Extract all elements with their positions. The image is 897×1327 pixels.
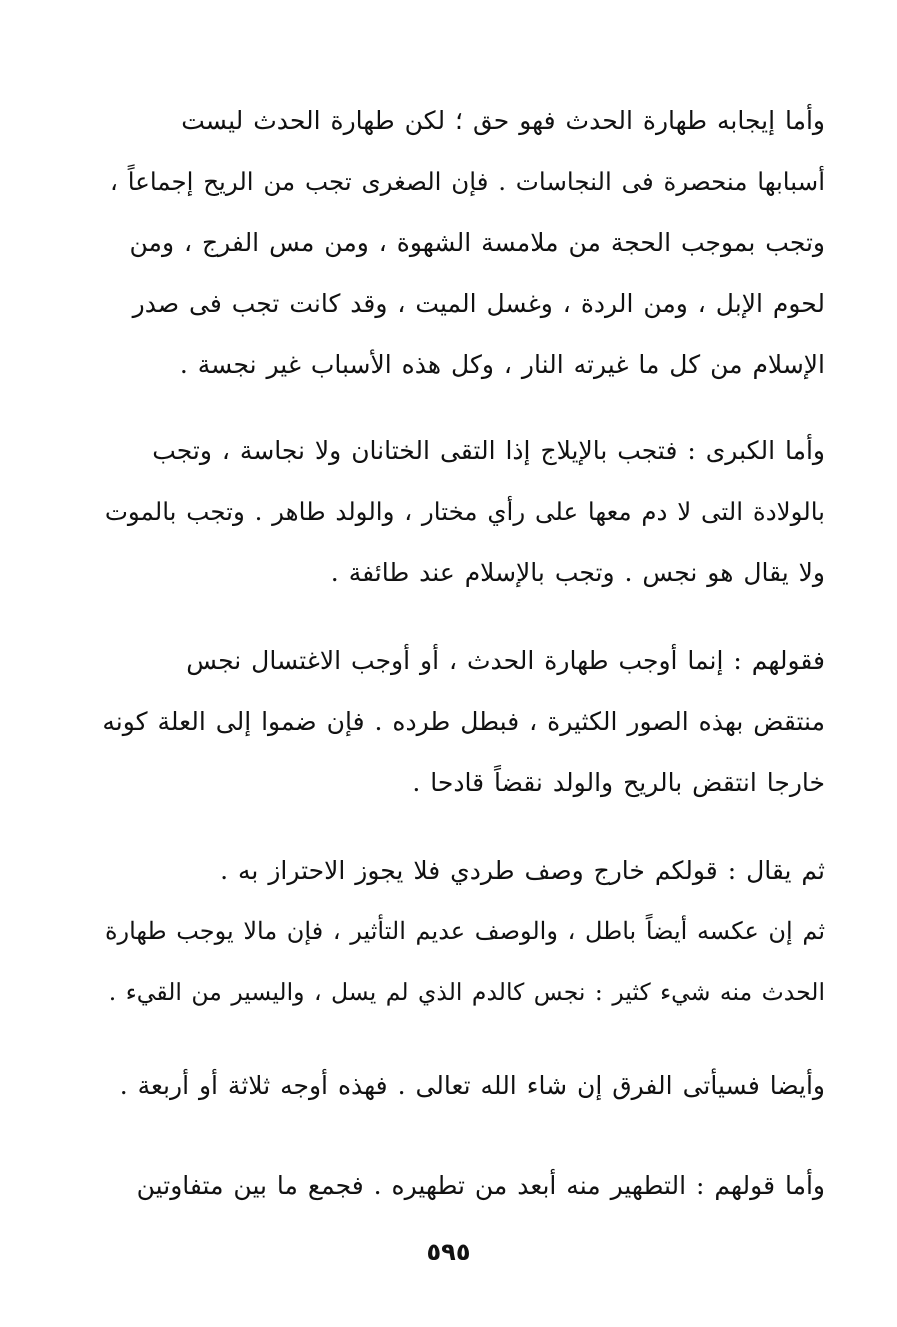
paragraph-2 [100, 420, 825, 603]
text-line: وأما قولهم : التطهير منه أبعد من تطهيره . فجمع ما بين متفاوتين [136, 1171, 825, 1200]
text-line: خارجا انتقض بالريح والولد نقضاً قادحا . [412, 768, 825, 797]
text-line: ثم إن عكسه أيضاً باطل ، والوصف عديم التأثير ، فإن مالا يوجب طهارة [104, 917, 825, 945]
page-number: ٥٩٥ [426, 1238, 471, 1266]
text-line: وتجب بموجب الحجة من ملامسة الشهوة ، ومن مس الفرج ، ومن [129, 228, 825, 257]
text-line: الإسلام من كل ما غيرته النار ، وكل هذه الأسباب غير نجسة . [179, 350, 825, 379]
text-line: وأما إيجابه طهارة الحدث فهو حق ؛ لكن طهارة الحدث ليست [181, 106, 825, 135]
paragraph-3 [100, 630, 825, 813]
text-line: وأما الكبرى : فتجب بالإيلاج إذا التقى الختانان ولا نجاسة ، وتجب [152, 436, 825, 465]
text-line: منتقض بهذه الصور الكثيرة ، فبطل طرده . فإن ضموا إلى العلة كونه [102, 707, 825, 736]
paragraph-1 [100, 90, 825, 395]
paragraph-6 [100, 1155, 825, 1216]
paragraph-4 [100, 840, 825, 1023]
paragraph-5 [100, 1055, 825, 1116]
text-line: وأيضا فسيأتى الفرق إن شاء الله تعالى . فهذه أوجه ثلاثة أو أربعة . [119, 1071, 825, 1100]
text-line: ثم يقال : قولكم خارج وصف طردي فلا يجوز الاحتراز به . [220, 856, 825, 885]
text-line: فقولهم : إنما أوجب طهارة الحدث ، أو أوجب الاغتسال نجس [186, 646, 825, 675]
text-line: الحدث منه شيء كثير : نجس كالدم الذي لم يسل ، واليسير من القيء . [108, 978, 825, 1006]
text-line: لحوم الإبل ، ومن الردة ، وغسل الميت ، وقد كانت تجب فى صدر [132, 289, 825, 318]
text-line: أسبابها منحصرة فى النجاسات . فإن الصغرى تجب من الريح إجماعاً ، [110, 167, 825, 196]
text-line: ولا يقال هو نجس . وتجب بالإسلام عند طائفة . [330, 558, 825, 587]
text-line: بالولادة التى لا دم معها على رأي مختار ، والولد طاهر . وتجب بالموت [104, 497, 825, 526]
